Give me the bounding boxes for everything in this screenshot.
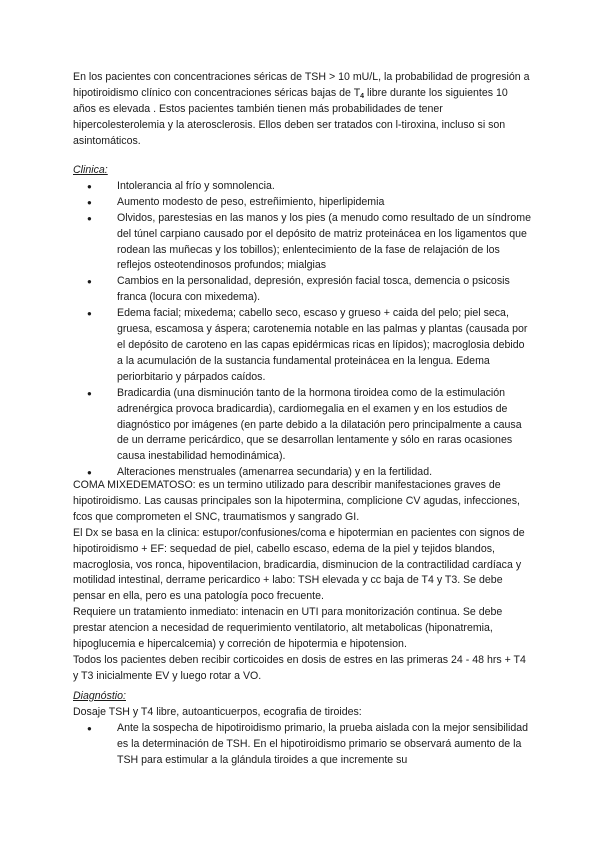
clinica-list bbox=[73, 179, 533, 481]
diagnostico-list bbox=[73, 721, 533, 769]
coma-section bbox=[73, 478, 533, 685]
clinica-section bbox=[73, 163, 533, 481]
coma-paragraph: Requiere un tratamiento inmediato: intenacin en UTI para monitorización continua. Se debe prestar atencion a necesidad de requerimiento ventilatorio, alt metabolicas (hiponatremia, hipoglucemia e hipercalcemia) y correción de hipotermia e hipotension. bbox=[73, 606, 503, 651]
t4-subscript: 4 bbox=[360, 92, 365, 100]
list-item: ● Bradicardia (una disminución tanto de la hormona tiroidea como de la estimulación adrenérgica provoca bradicardia), cardiomegalia en el examen y en los estudios de diagnóstico por imágenes (en parte debido a la dilatación pero principalmente a causa de un derrame pericárdico, que se desarrollan lentamente y sólo en raras ocasiones causa inestabilidad hemodinámica). bbox=[73, 386, 533, 466]
clinica-heading: Clinica: bbox=[73, 164, 108, 176]
coma-paragraph: COMA MIXEDEMATOSO: es un termino utilizado para describir manifestaciones graves de hipotiroidismo. Las causas principales son la hipotermina, complicione CV agudas, infecciones, fcos que comprometen el SNC, traumatismos y sangrado GI. bbox=[73, 479, 520, 523]
list-item: ● Ante la sospecha de hipotiroidismo primario, la prueba aislada con la mejor sensibilidad es la determinación de TSH. En el hipotiroidismo primario se observará aumento de la TSH para estimular a la glándula tiroides a que incremente su bbox=[73, 721, 533, 769]
list-item: ● Alteraciones menstruales (amenarrea secundaria) y en la fertilidad. bbox=[73, 465, 533, 481]
intro-text-part1: En los pacientes con concentraciones séricas de TSH > 10 mU/L, la probabilidad de progresión a hipotiroidismo clínico con concentraciones séricas bajas de T bbox=[73, 71, 530, 99]
diagnostico-heading: Diagnóstio: bbox=[73, 690, 126, 702]
list-item: ● Cambios en la personalidad, depresión, expresión facial tosca, demencia o psicosis franca (locura con mixedema). bbox=[73, 274, 533, 306]
list-item: ● Aumento modesto de peso, estreñimiento, hiperlipidemia bbox=[73, 195, 533, 211]
list-item: ● Olvidos, parestesias en las manos y los pies (a menudo como resultado de un síndrome del túnel carpiano causado por el depósito de matriz proteinácea en los ligamentos que rodean las muñecas y los tobillos); enlentecimiento de la fase de relajación de los reflejos osteotendinosos profundos; mialgias bbox=[73, 211, 533, 275]
intro-text-part2: libre durante los siguientes 10 años es elevada . Estos pacientes también tienen más probabilidades de tener hipercolesterolemia y la aterosclerosis. Ellos deben ser tratados con l-tiroxina, incluso si son asintomáticos. bbox=[73, 86, 508, 147]
diagnostico-section bbox=[73, 689, 533, 769]
list-item: ● Intolerancia al frío y somnolencia. bbox=[73, 179, 533, 195]
diagnostico-intro: Dosaje TSH y T4 libre, autoanticuerpos, ecografia de tiroides: bbox=[73, 705, 362, 718]
list-item: ● Edema facial; mixedema; cabello seco, escaso y grueso + caida del pelo; piel seca, gruesa, escamosa y áspera; carotenemia notable en las palmas y plantas (causada por el depósito de caroteno en las capas epidérmicas ricas en lípidos); macroglosia debido a la acumulación de la sustancia fundamental proteinácea en la lengua. Edema periorbitario y párpados caídos. bbox=[73, 306, 533, 386]
intro-paragraph bbox=[73, 70, 533, 150]
coma-paragraph: El Dx se basa en la clinica: estupor/confusiones/coma e hipotermian en pacientes con signos de hipotiroidismo + EF: sequedad de piel, cabello escaso, edema de la piel y tejidos blandos, macroglosia, vos ronca, hipoventilacion, bradicardia, disminucion de la contractilidad cardíaca y motilidad intestinal, derrame pericardico + labo: TSH elevada y cc baja de T4 y T3. Se debe pensar en ella, pero es una patología poco frecuente. bbox=[73, 526, 525, 603]
coma-paragraph: Todos los pacientes deben recibir corticoides en dosis de estres en las primeras 24 - 48 hrs + T4 y T3 inicialmente EV y luego rotar a VO. bbox=[73, 653, 526, 682]
intro-text bbox=[73, 70, 533, 150]
